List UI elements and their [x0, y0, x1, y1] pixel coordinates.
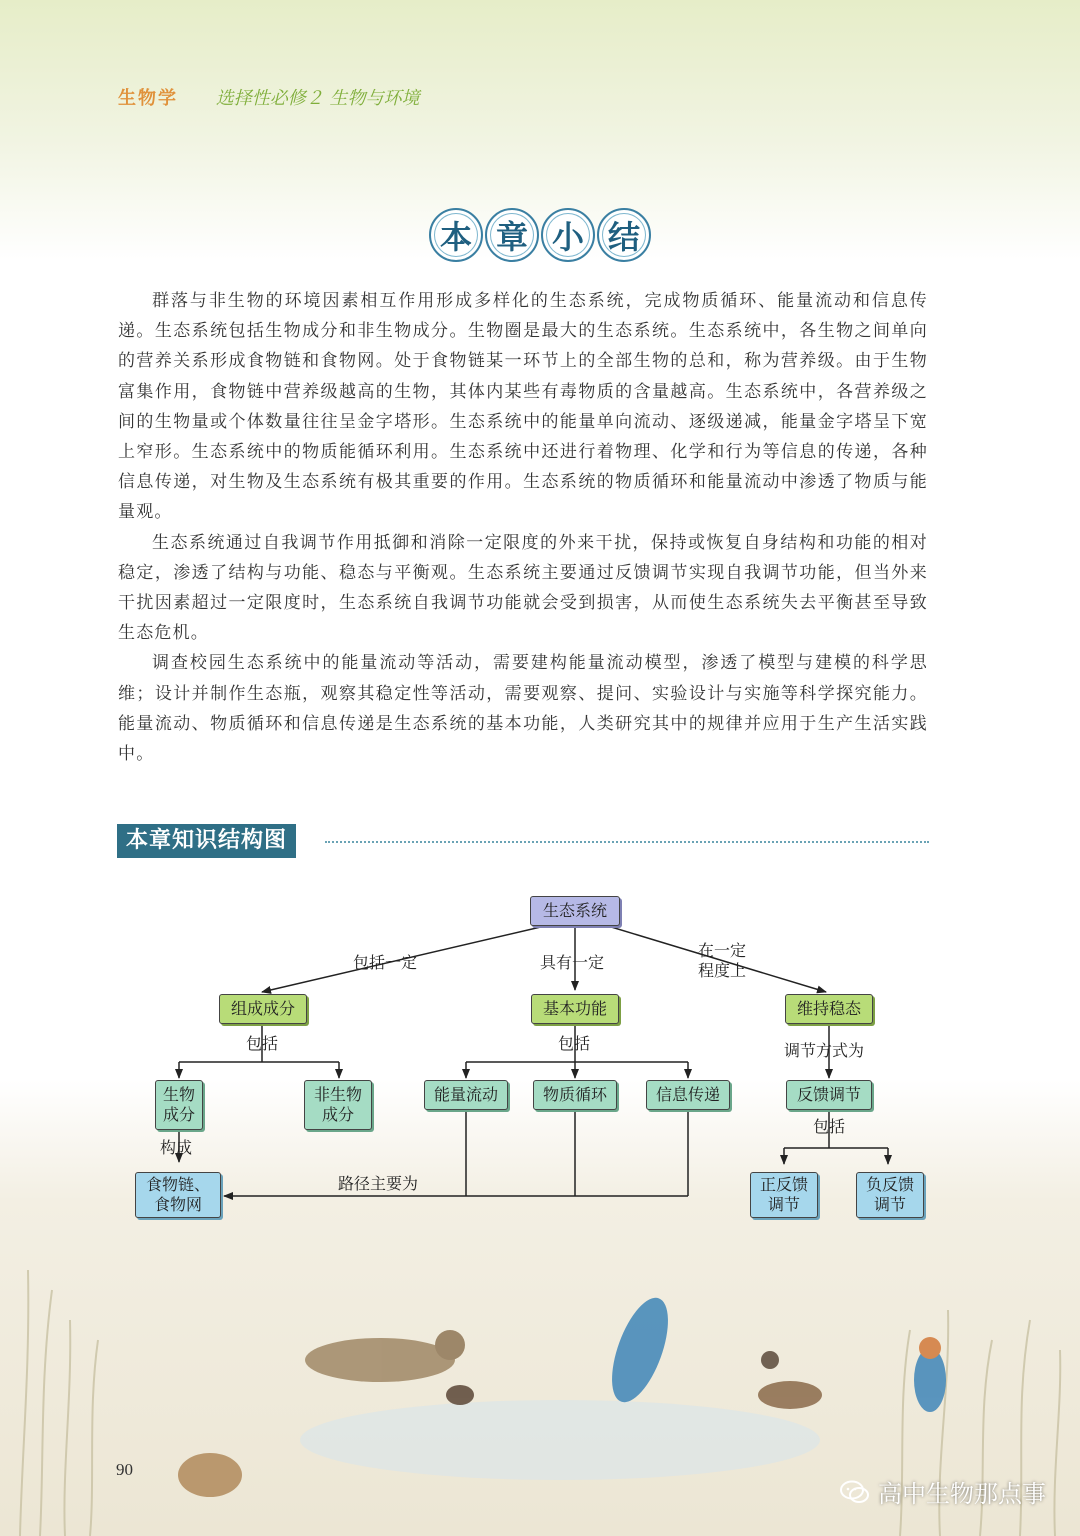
node-components: 组成成分 — [219, 994, 307, 1024]
watermark — [840, 1474, 1046, 1509]
concept-map — [0, 880, 1080, 1240]
label-includes: 包括 — [246, 1034, 279, 1053]
label-forms: 构成 — [160, 1138, 193, 1157]
node-feedback-regulation: 反馈调节 — [786, 1080, 872, 1110]
node-biotic: 生物 成分 — [155, 1080, 203, 1130]
node-negative-feedback: 负反馈 调节 — [856, 1172, 924, 1218]
label-includes: 包括 — [558, 1034, 591, 1053]
chapter-summary-title — [0, 208, 1080, 262]
node-ecosystem: 生态系统 — [530, 896, 620, 926]
knowledge-structure-heading — [117, 824, 929, 860]
label-main-path: 路径主要为 — [338, 1174, 419, 1193]
summary-paragraph-1: 群落与非生物的环境因素相互作用形成多样化的生态系统，完成物质循环、能量流动和信息传递。生态系统包括生物成分和非生物成分。生物圈是最大的生态系统。生态系统中，各生物之间单向的营养关系形成食物链和食物网。处于食物链某一环节上的全部生物的总和，称为营养级。由于生物富集作用，食物链中营养级越高的生物，其体内某些有毒物质的含量越高。生态系统中，各营养级之间的生物量或个体数量往往呈金字塔形。生态系统中的能量单向流动、逐级递减，能量金字塔呈下宽上窄形。生态系统中的物质能循环利用。生态系统中还进行着物理、化学和行为等信息的传递，各种信息传递，对生物及生态系统有极其重要的作用。生态系统的物质循环和能量流动中渗透了物质与能量观。 — [118, 291, 928, 523]
wechat-icon — [840, 1480, 870, 1504]
page-number: 90 — [116, 1460, 133, 1479]
title-char: 结 — [597, 208, 651, 262]
node-positive-feedback: 正反馈 调节 — [750, 1172, 818, 1218]
section-title: 本章知识结构图 — [117, 824, 296, 858]
node-info-transfer: 信息传递 — [646, 1080, 730, 1110]
title-char: 本 — [429, 208, 483, 262]
node-maintain-stability: 维持稳态 — [785, 994, 873, 1024]
label-to-some-degree: 在一定 程度上 — [698, 941, 747, 980]
header-subject: 生物学 — [118, 88, 178, 109]
title-char: 小 — [541, 208, 595, 262]
node-abiotic: 非生物 成分 — [304, 1080, 372, 1130]
label-includes-certain: 包括一定 — [353, 953, 418, 972]
watermark-text: 高中生物那点事 — [878, 1480, 1046, 1508]
header-book-title: 选择性必修２ 生物与环境 — [215, 88, 420, 109]
summary-paragraph-2: 生态系统通过自我调节作用抵御和消除一定限度的外来干扰，保持或恢复自身结构和功能的相对稳定，渗透了结构与功能、稳态与平衡观。生态系统主要通过反馈调节实现自我调节功能，但当外来干扰因素超过一定限度时，生态系统自我调节功能就会受到损害，从而使生态系统失去平衡甚至导致生态危机。 — [118, 532, 928, 644]
node-basic-functions: 基本功能 — [531, 994, 619, 1024]
node-energy-flow: 能量流动 — [424, 1080, 508, 1110]
summary-text — [118, 286, 928, 769]
node-food-web: 食物链、 食物网 — [135, 1172, 221, 1218]
node-matter-cycle: 物质循环 — [533, 1080, 617, 1110]
label-has-certain: 具有一定 — [540, 953, 605, 972]
running-header — [118, 84, 419, 110]
summary-paragraph-3: 调查校园生态系统中的能量流动等活动，需要建构能量流动模型，渗透了模型与建模的科学思维；设计并制作生态瓶，观察其稳定性等活动，需要观察、提问、实验设计与实施等科学探究能力。能量流动、物质循环和信息传递是生态系统的基本功能，人类研究其中的规律并应用于生产生活实践中。 — [118, 653, 928, 765]
label-regulation-mode: 调节方式为 — [784, 1041, 865, 1060]
label-includes: 包括 — [813, 1117, 846, 1136]
dotted-rule — [325, 841, 929, 843]
title-char: 章 — [485, 208, 539, 262]
